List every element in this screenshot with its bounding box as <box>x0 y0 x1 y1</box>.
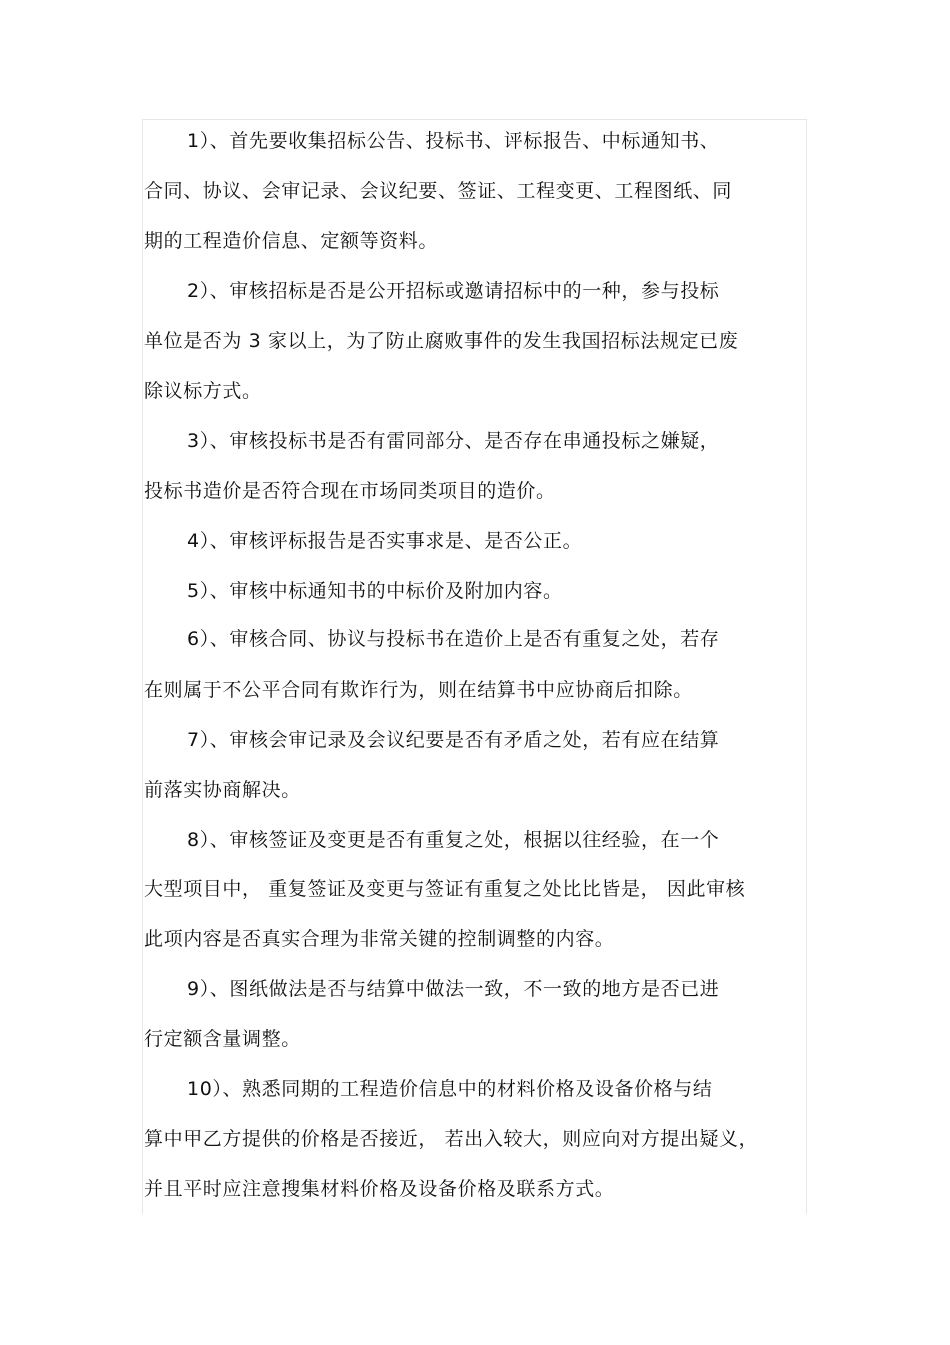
text-line: 单位是否为 3 家以上，为了防止腐败事件的发生我国招标法规定已废 <box>144 330 739 352</box>
text-line: 行定额含量调整。 <box>144 1028 301 1050</box>
text-line: 1）、首先要收集招标公告、投标书、评标报告、中标通知书、 <box>187 130 720 152</box>
text-line: 2）、审核招标是否是公开招标或邀请招标中的一种，参与投标 <box>187 280 720 302</box>
text-line: 7）、审核会审记录及会议纪要是否有矛盾之处，若有应在结算 <box>187 729 720 751</box>
text-line: 4）、审核评标报告是否实事求是、是否公正。 <box>187 530 583 552</box>
text-line: 9）、图纸做法是否与结算中做法一致，不一致的地方是否已进 <box>187 978 720 1000</box>
text-line: 投标书造价是否符合现在市场同类项目的造价。 <box>144 480 556 502</box>
text-line: 算中甲乙方提供的价格是否接近， 若出入较大，则应向对方提出疑义， <box>144 1128 759 1150</box>
text-line: 10）、熟悉同期的工程造价信息中的材料价格及设备价格与结 <box>187 1078 713 1100</box>
text-line: 3）、审核投标书是否有雷同部分、是否存在串通投标之嫌疑， <box>187 430 720 452</box>
text-line: 大型项目中， 重复签证及变更与签证有重复之处比比皆是， 因此审核 <box>144 878 746 900</box>
text-line: 8）、审核签证及变更是否有重复之处，根据以往经验，在一个 <box>187 829 720 851</box>
text-line: 期的工程造价信息、定额等资料。 <box>144 230 439 252</box>
text-line: 前落实协商解决。 <box>144 779 301 801</box>
text-line: 5）、审核中标通知书的中标价及附加内容。 <box>187 580 563 602</box>
text-line: 在则属于不公平合同有欺诈行为，则在结算书中应协商后扣除。 <box>144 679 693 701</box>
text-line: 合同、协议、会审记录、会议纪要、签证、工程变更、工程图纸、同 <box>144 180 733 202</box>
text-line: 6）、审核合同、协议与投标书在造价上是否有重复之处，若存 <box>187 628 720 650</box>
text-line: 除议标方式。 <box>144 380 262 402</box>
text-line: 此项内容是否真实合理为非常关键的控制调整的内容。 <box>144 928 615 950</box>
text-line: 并且平时应注意搜集材料价格及设备价格及联系方式。 <box>144 1178 615 1200</box>
